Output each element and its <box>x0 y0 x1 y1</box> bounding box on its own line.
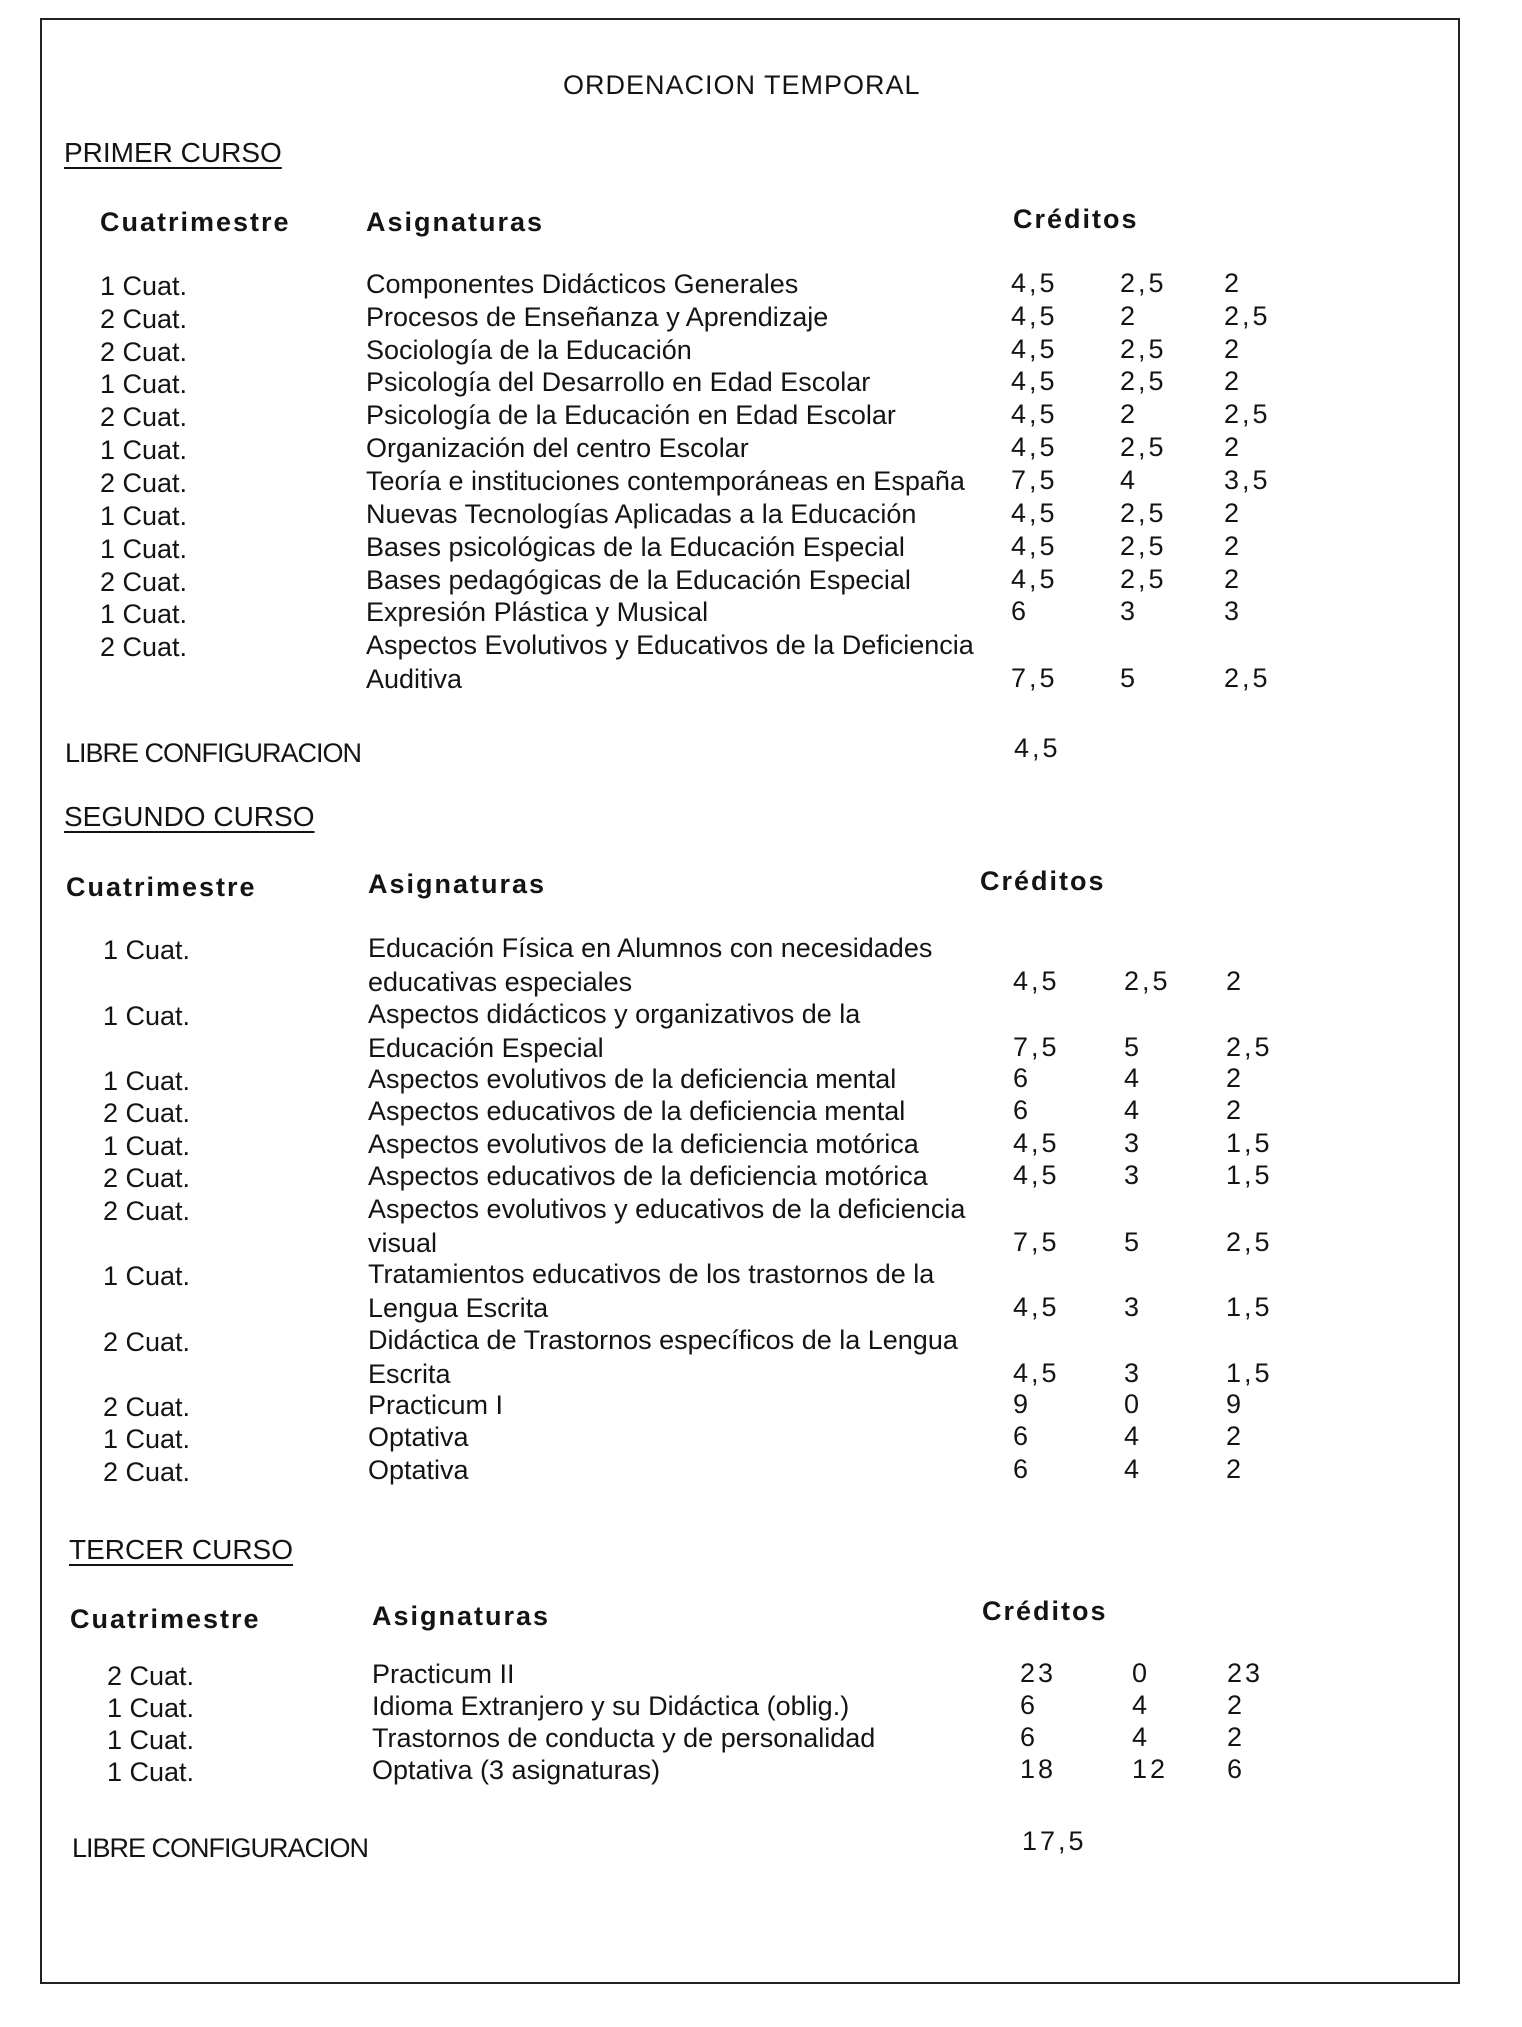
creditos-teoricos-cell: 4 <box>1124 1095 1143 1125</box>
creditos-practicos-cell: 1,5 <box>1226 1128 1273 1158</box>
table-row <box>0 935 1522 1001</box>
asignatura-cell: Sociología de la Educación <box>366 335 692 365</box>
asignatura-cell: Aspectos evolutivos de la deficiencia motórica <box>368 1129 919 1159</box>
cuatrimestre-cell: 1 Cuat. <box>107 1693 195 1723</box>
asignatura-cell: Optativa <box>368 1422 469 1452</box>
creditos-total-cell: 4,5 <box>1011 399 1058 429</box>
creditos-total-cell: 4,5 <box>1011 564 1058 594</box>
creditos-practicos-cell: 2 <box>1227 1722 1246 1752</box>
asignatura-cell: Psicología del Desarrollo en Edad Escolar <box>366 367 871 397</box>
cuatrimestre-cell: 2 Cuat. <box>100 468 188 498</box>
asignatura-cell: Organización del centro Escolar <box>366 433 749 463</box>
creditos-total-cell: 6 <box>1013 1421 1032 1451</box>
creditos-practicos-cell: 2 <box>1224 531 1243 561</box>
creditos-total-cell: 7,5 <box>1013 1032 1060 1062</box>
asignatura-cell-continued: Educación Especial <box>368 1033 604 1063</box>
cuatrimestre-cell: 1 Cuat. <box>103 1131 191 1161</box>
creditos-practicos-cell: 9 <box>1226 1389 1245 1419</box>
asignatura-cell: Aspectos evolutivos de la deficiencia mental <box>368 1064 897 1094</box>
creditos-total-cell: 4,5 <box>1013 966 1060 996</box>
asignatura-cell-continued: Lengua Escrita <box>368 1293 549 1323</box>
creditos-teoricos-cell: 0 <box>1124 1389 1143 1419</box>
cuatrimestre-cell: 1 Cuat. <box>100 501 188 531</box>
cuatrimestre-cell: 1 Cuat. <box>100 435 188 465</box>
cuatrimestre-cell: 1 Cuat. <box>103 935 191 965</box>
asignatura-cell: Psicología de la Educación en Edad Escolar <box>366 400 896 430</box>
table-row <box>0 1754 1522 1823</box>
asignatura-cell: Aspectos educativos de la deficiencia motórica <box>368 1161 928 1191</box>
section-title-primer-curso: PRIMER CURSO <box>64 137 282 168</box>
asignatura-cell: Tratamientos educativos de los trastornos de la <box>368 1259 935 1289</box>
column-header-asignaturas: Asignaturas <box>372 1601 551 1631</box>
cuatrimestre-cell: 2 Cuat. <box>100 567 188 597</box>
creditos-practicos-cell: 2 <box>1224 432 1243 462</box>
asignatura-cell: Idioma Extranjero y su Didáctica (oblig.) <box>372 1691 850 1721</box>
creditos-practicos-cell: 2 <box>1226 1421 1245 1451</box>
creditos-practicos-cell: 2 <box>1226 1063 1245 1093</box>
cuatrimestre-cell: 1 Cuat. <box>103 1261 191 1291</box>
creditos-practicos-cell: 1,5 <box>1226 1358 1273 1388</box>
section-title-segundo-curso: SEGUNDO CURSO <box>64 801 315 832</box>
creditos-teoricos-cell: 2 <box>1120 301 1139 331</box>
creditos-practicos-cell: 2,5 <box>1224 301 1271 331</box>
cuatrimestre-cell: 2 Cuat. <box>103 1163 191 1193</box>
table-row <box>0 1261 1522 1327</box>
creditos-teoricos-cell: 5 <box>1124 1227 1143 1257</box>
asignatura-cell: Optativa <box>368 1455 469 1485</box>
libre-configuracion-value: 17,5 <box>1022 1826 1087 1856</box>
creditos-total-cell: 4,5 <box>1011 334 1058 364</box>
asignatura-cell-continued: Auditiva <box>366 664 463 694</box>
creditos-practicos-cell: 6 <box>1227 1754 1246 1784</box>
asignatura-cell: Expresión Plástica y Musical <box>366 597 709 627</box>
column-header-cuatrimestre: Cuatrimestre <box>70 1604 261 1634</box>
creditos-total-cell: 4,5 <box>1013 1358 1060 1388</box>
cuatrimestre-cell: 1 Cuat. <box>100 369 188 399</box>
creditos-practicos-cell: 2 <box>1224 268 1243 298</box>
cuatrimestre-cell: 1 Cuat. <box>103 1001 191 1031</box>
creditos-teoricos-cell: 5 <box>1120 663 1139 693</box>
asignatura-cell: Educación Física en Alumnos con necesidades <box>368 933 933 963</box>
asignatura-cell: Bases pedagógicas de la Educación Especial <box>366 565 911 595</box>
cuatrimestre-cell: 2 Cuat. <box>100 402 188 432</box>
creditos-teoricos-cell: 3 <box>1124 1358 1143 1388</box>
cuatrimestre-cell: 1 Cuat. <box>100 534 188 564</box>
creditos-total-cell: 6 <box>1020 1690 1039 1720</box>
creditos-teoricos-cell: 2,5 <box>1120 334 1167 364</box>
asignatura-cell-continued: educativas especiales <box>368 967 633 997</box>
creditos-teoricos-cell: 2,5 <box>1120 268 1167 298</box>
asignatura-cell: Procesos de Enseñanza y Aprendizaje <box>366 302 829 332</box>
creditos-teoricos-cell: 3 <box>1124 1292 1143 1322</box>
cuatrimestre-cell: 2 Cuat. <box>103 1457 191 1487</box>
asignatura-cell: Aspectos Evolutivos y Educativos de la Deficiencia <box>366 630 974 660</box>
creditos-practicos-cell: 3,5 <box>1224 465 1271 495</box>
creditos-teoricos-cell: 12 <box>1132 1754 1169 1784</box>
asignatura-cell-continued: Escrita <box>368 1359 451 1389</box>
creditos-total-cell: 7,5 <box>1011 465 1058 495</box>
creditos-practicos-cell: 2,5 <box>1224 399 1271 429</box>
creditos-teoricos-cell: 0 <box>1132 1658 1151 1688</box>
column-header-creditos: Créditos <box>982 1596 1108 1626</box>
creditos-teoricos-cell: 2,5 <box>1120 531 1167 561</box>
creditos-total-cell: 23 <box>1020 1658 1057 1688</box>
libre-configuracion-label: LIBRE CONFIGURACION <box>72 1833 369 1863</box>
creditos-total-cell: 6 <box>1013 1095 1032 1125</box>
table-row <box>0 1196 1522 1262</box>
cuatrimestre-cell: 2 Cuat. <box>100 632 188 662</box>
creditos-total-cell: 4,5 <box>1011 268 1058 298</box>
asignatura-cell: Teoría e instituciones contemporáneas en España <box>366 466 965 496</box>
column-header-cuatrimestre: Cuatrimestre <box>100 207 291 237</box>
creditos-total-cell: 4,5 <box>1011 301 1058 331</box>
creditos-practicos-cell: 2,5 <box>1224 663 1271 693</box>
cuatrimestre-cell: 1 Cuat. <box>103 1424 191 1454</box>
creditos-practicos-cell: 2,5 <box>1226 1032 1273 1062</box>
creditos-practicos-cell: 2 <box>1227 1690 1246 1720</box>
creditos-teoricos-cell: 4 <box>1132 1722 1151 1752</box>
asignatura-cell: Didáctica de Trastornos específicos de la Lengua <box>368 1325 958 1355</box>
column-header-asignaturas: Asignaturas <box>366 207 545 237</box>
asignatura-cell: Trastornos de conducta y de personalidad <box>372 1723 876 1753</box>
creditos-total-cell: 4,5 <box>1013 1160 1060 1190</box>
table-row <box>0 1327 1522 1393</box>
cuatrimestre-cell: 1 Cuat. <box>100 599 188 629</box>
cuatrimestre-cell: 1 Cuat. <box>107 1725 195 1755</box>
asignatura-cell: Aspectos didácticos y organizativos de la <box>368 999 861 1029</box>
creditos-teoricos-cell: 2,5 <box>1120 564 1167 594</box>
creditos-total-cell: 7,5 <box>1011 663 1058 693</box>
creditos-teoricos-cell: 3 <box>1124 1128 1143 1158</box>
creditos-total-cell: 4,5 <box>1011 432 1058 462</box>
column-header-creditos: Créditos <box>980 866 1106 896</box>
creditos-teoricos-cell: 4 <box>1124 1454 1143 1484</box>
asignatura-cell: Aspectos educativos de la deficiencia mental <box>368 1096 906 1126</box>
creditos-teoricos-cell: 4 <box>1124 1421 1143 1451</box>
cuatrimestre-cell: 2 Cuat. <box>100 337 188 367</box>
creditos-total-cell: 18 <box>1020 1754 1057 1784</box>
creditos-practicos-cell: 1,5 <box>1226 1160 1273 1190</box>
cuatrimestre-cell: 1 Cuat. <box>100 271 188 301</box>
creditos-teoricos-cell: 4 <box>1120 465 1139 495</box>
cuatrimestre-cell: 2 Cuat. <box>103 1327 191 1357</box>
creditos-practicos-cell: 2 <box>1226 1095 1245 1125</box>
asignatura-cell: Practicum II <box>372 1659 515 1689</box>
creditos-teoricos-cell: 4 <box>1132 1690 1151 1720</box>
libre-configuracion-label: LIBRE CONFIGURACION <box>65 738 362 768</box>
cuatrimestre-cell: 2 Cuat. <box>100 304 188 334</box>
creditos-total-cell: 6 <box>1020 1722 1039 1752</box>
creditos-practicos-cell: 2 <box>1224 334 1243 364</box>
cuatrimestre-cell: 1 Cuat. <box>107 1757 195 1787</box>
asignatura-cell: Nuevas Tecnologías Aplicadas a la Educación <box>366 499 917 529</box>
creditos-total-cell: 6 <box>1013 1454 1032 1484</box>
column-header-creditos: Créditos <box>1013 204 1139 234</box>
creditos-teoricos-cell: 2,5 <box>1120 366 1167 396</box>
section-title-tercer-curso: TERCER CURSO <box>69 1534 294 1565</box>
creditos-practicos-cell: 2 <box>1226 1454 1245 1484</box>
asignatura-cell: Practicum I <box>368 1390 504 1420</box>
creditos-practicos-cell: 2 <box>1224 498 1243 528</box>
asignatura-cell: Componentes Didácticos Generales <box>366 269 799 299</box>
creditos-total-cell: 4,5 <box>1013 1128 1060 1158</box>
creditos-practicos-cell: 23 <box>1227 1658 1264 1688</box>
creditos-practicos-cell: 2 <box>1224 564 1243 594</box>
column-header-cuatrimestre: Cuatrimestre <box>66 872 257 902</box>
creditos-total-cell: 6 <box>1013 1063 1032 1093</box>
cuatrimestre-cell: 2 Cuat. <box>107 1661 195 1691</box>
document-title: ORDENACION TEMPORAL <box>563 70 921 100</box>
cuatrimestre-cell: 2 Cuat. <box>103 1098 191 1128</box>
creditos-practicos-cell: 2,5 <box>1226 1227 1273 1257</box>
creditos-total-cell: 6 <box>1011 596 1030 626</box>
column-header-asignaturas: Asignaturas <box>368 869 547 899</box>
asignatura-cell: Optativa (3 asignaturas) <box>372 1755 661 1785</box>
creditos-practicos-cell: 1,5 <box>1226 1292 1273 1322</box>
asignatura-cell-continued: visual <box>368 1228 438 1258</box>
creditos-total-cell: 4,5 <box>1011 531 1058 561</box>
creditos-practicos-cell: 3 <box>1224 596 1243 626</box>
creditos-teoricos-cell: 3 <box>1120 596 1139 626</box>
cuatrimestre-cell: 1 Cuat. <box>103 1066 191 1096</box>
creditos-total-cell: 4,5 <box>1011 498 1058 528</box>
creditos-teoricos-cell: 2,5 <box>1124 966 1171 996</box>
table-row <box>0 1001 1522 1067</box>
creditos-teoricos-cell: 2,5 <box>1120 432 1167 462</box>
table-row <box>0 632 1522 698</box>
creditos-teoricos-cell: 2 <box>1120 399 1139 429</box>
creditos-teoricos-cell: 3 <box>1124 1160 1143 1190</box>
table-row <box>0 1454 1522 1523</box>
creditos-teoricos-cell: 5 <box>1124 1032 1143 1062</box>
creditos-total-cell: 4,5 <box>1013 1292 1060 1322</box>
cuatrimestre-cell: 2 Cuat. <box>103 1196 191 1226</box>
creditos-teoricos-cell: 2,5 <box>1120 498 1167 528</box>
libre-configuracion-value: 4,5 <box>1014 733 1061 763</box>
creditos-total-cell: 9 <box>1013 1389 1032 1419</box>
creditos-teoricos-cell: 4 <box>1124 1063 1143 1093</box>
asignatura-cell: Bases psicológicas de la Educación Especial <box>366 532 905 562</box>
creditos-total-cell: 4,5 <box>1011 366 1058 396</box>
creditos-practicos-cell: 2 <box>1224 366 1243 396</box>
asignatura-cell: Aspectos evolutivos y educativos de la deficiencia <box>368 1194 966 1224</box>
creditos-total-cell: 7,5 <box>1013 1227 1060 1257</box>
creditos-practicos-cell: 2 <box>1226 966 1245 996</box>
cuatrimestre-cell: 2 Cuat. <box>103 1392 191 1422</box>
